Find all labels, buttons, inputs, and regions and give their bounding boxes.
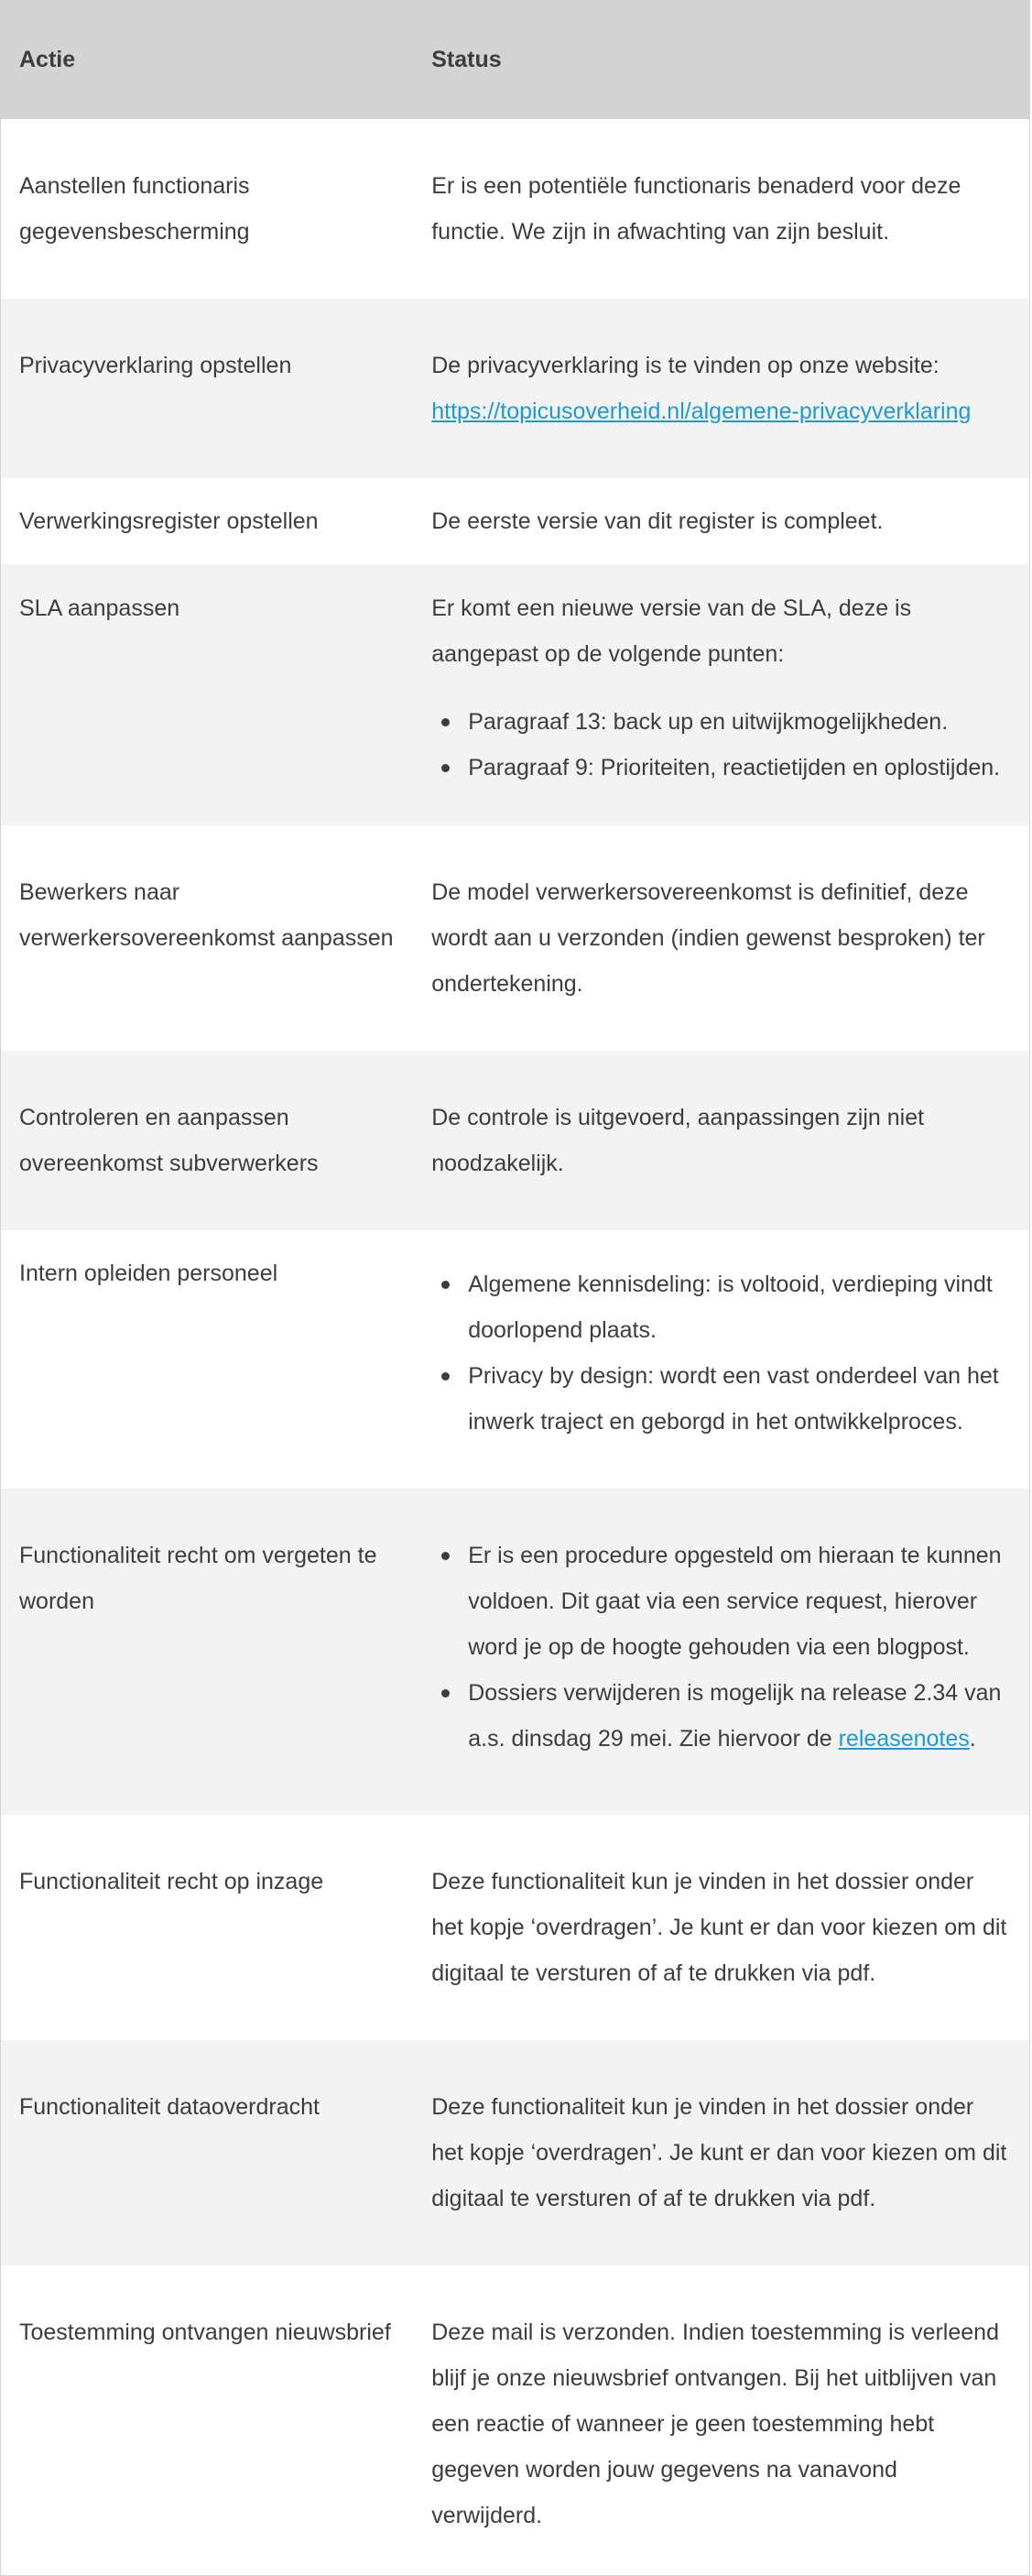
status-text: De privacyverklaring is te vinden op onze website: [431, 353, 940, 378]
table-row [1, 1230, 1029, 1489]
row-action: Privacyverklaring opstellen [19, 353, 292, 378]
list-item: Privacy by design: wordt een vast onderdeel van het inwerk traject en geborgd in het ontwikkelproces. [468, 1353, 1011, 1445]
table-row [1, 119, 1029, 299]
list-item: Er is een procedure opgesteld om hieraan te kunnen voldoen. Dit gaat via een service request, hierover word je op de hoogte gehouden via een blogpost. [468, 1533, 1011, 1670]
row-action: Aanstellen functionaris gegevensbescherming [19, 173, 250, 245]
row-status: De model verwerkersovereenkomst is definitief, deze wordt aan u verzonden (indien gewenst besproken) ter ondertekening. [431, 879, 985, 997]
row-status: Deze functionaliteit kun je vinden in het dossier onder het kopje ‘overdragen’. Je kunt er dan voor kiezen om dit digitaal te versturen of af te drukken via pdf. [431, 2094, 1007, 2211]
row-action: Functionaliteit recht om vergeten te worden [19, 1543, 377, 1614]
releasenotes-link[interactable]: releasenotes [838, 1726, 970, 1752]
list-item: Paragraaf 9: Prioriteiten, reactietijden en oplostijden. [468, 745, 1011, 791]
table-row [1, 1489, 1029, 1815]
list-item: Algemene kennisdeling: is voltooid, verdieping vindt doorlopend plaats. [468, 1261, 1011, 1353]
header-status: Status [431, 47, 502, 72]
row-status [413, 1489, 1029, 1815]
row-status: Deze functionaliteit kun je vinden in het dossier onder het kopje ‘overdragen’. Je kunt er dan voor kiezen om dit digitaal te versturen of af te drukken via pdf. [431, 1869, 1007, 1986]
list-item [468, 1670, 1011, 1762]
table-row [1, 478, 1029, 564]
table-row [1, 1815, 1029, 2040]
row-action: Verwerkingsregister opstellen [19, 508, 319, 534]
table-row [1, 299, 1029, 478]
row-action: Functionaliteit recht op inzage [19, 1869, 324, 1894]
row-action: Functionaliteit dataoverdracht [19, 2094, 320, 2120]
paragraph-gap [431, 677, 1011, 699]
list-item-end: . [969, 1726, 976, 1752]
table-row [1, 1051, 1029, 1230]
bullet-list [431, 699, 1011, 791]
row-action: Controleren en aanpassen overeenkomst subverwerkers [19, 1105, 319, 1176]
list-item-text: Dossiers verwijderen is mogelijk na release 2.34 van a.s. dinsdag 29 mei. Zie hiervoor de [468, 1680, 1002, 1752]
header-action: Actie [19, 47, 76, 72]
row-status: Er is een potentiële functionaris benaderd voor deze functie. We zijn in afwachting van zijn besluit. [431, 173, 961, 245]
table-header [1, 0, 1029, 119]
row-status: Deze mail is verzonden. Indien toestemming is verleend blijf je onze nieuwsbrief ontvangen. Bij het uitblijven van een reactie of wanneer je geen toestemming hebt gegeven worden jouw gegevens na vanavond verwijderd. [431, 2319, 999, 2528]
row-action: Toestemming ontvangen nieuwsbrief [19, 2319, 391, 2345]
row-status [413, 564, 1029, 825]
table-row [1, 825, 1029, 1051]
table-row [1, 564, 1029, 825]
status-text: Er komt een nieuwe versie van de SLA, deze is aangepast op de volgende punten: [431, 595, 912, 667]
bullet-list [431, 1533, 1011, 1762]
row-status [413, 1230, 1029, 1489]
row-action: Intern opleiden personeel [19, 1261, 278, 1286]
table-row [1, 2265, 1029, 2575]
row-action: Bewerkers naar verwerkersovereenkomst aanpassen [19, 879, 394, 951]
privacy-statement-link[interactable]: https://topicusoverheid.nl/algemene-privacyverklaring [431, 398, 972, 424]
row-action: SLA aanpassen [19, 595, 180, 621]
row-status [413, 299, 1029, 478]
row-status: De eerste versie van dit register is compleet. [431, 508, 884, 534]
bullet-list [431, 1261, 1011, 1445]
table-row [1, 2040, 1029, 2265]
list-item: Paragraaf 13: back up en uitwijkmogelijkheden. [468, 699, 1011, 745]
row-status: De controle is uitgevoerd, aanpassingen zijn niet noodzakelijk. [431, 1105, 925, 1176]
